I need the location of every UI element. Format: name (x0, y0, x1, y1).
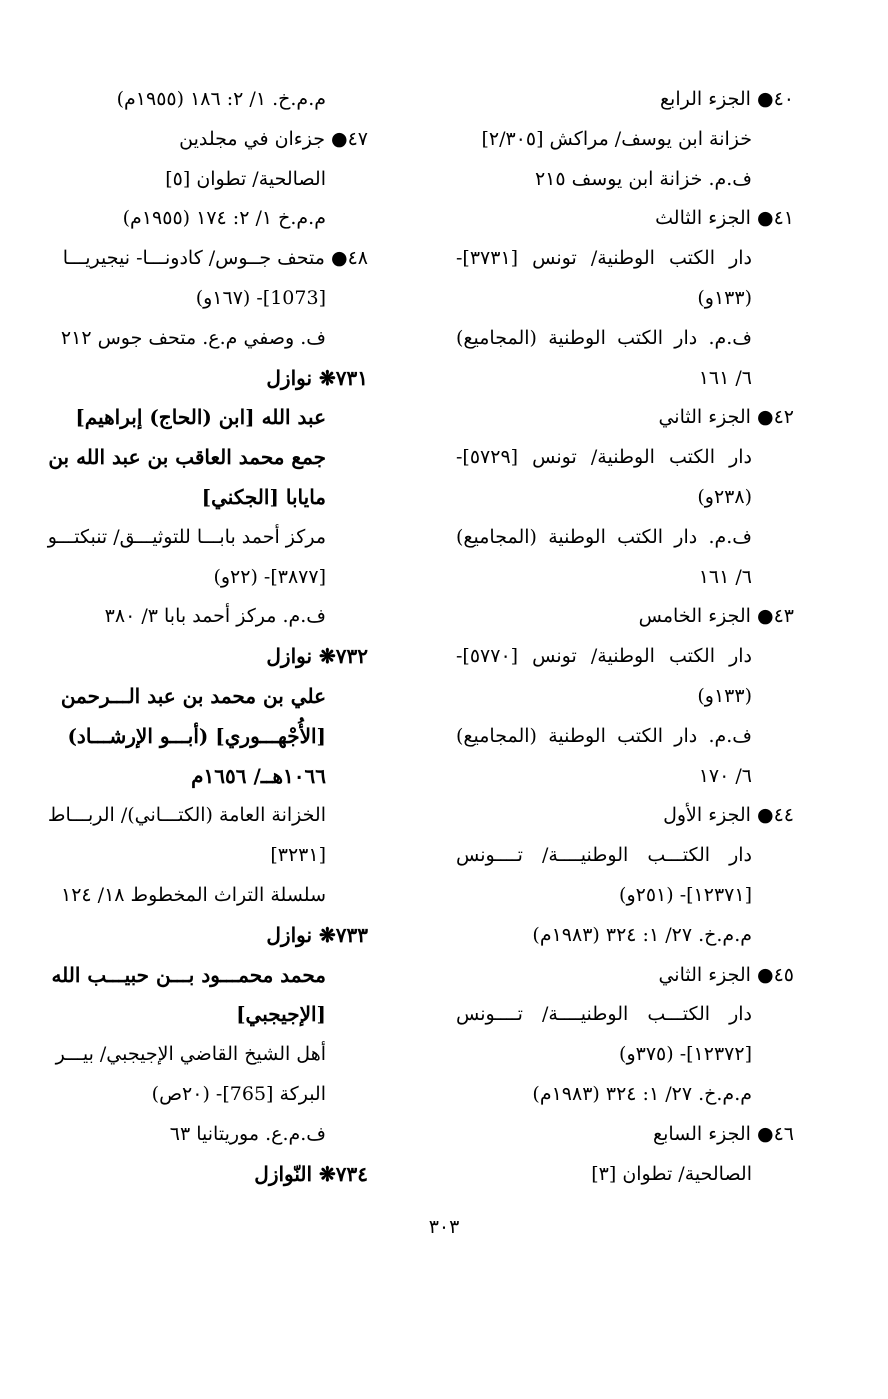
entry-line: جمع محمد العاقب بن عبد الله بن (48, 445, 326, 470)
entry-line: ٦/ ١٦١ (698, 366, 752, 389)
entry-line: ف.م. مركز أحمد بابا ٣/ ٣٨٠ (104, 605, 326, 628)
entry-line: ف.م. دار الكتب الوطنية (المجاميع) (456, 525, 752, 548)
entry-heading: ٤٤● الجزء الأول (663, 804, 794, 827)
entry-line: (١٣٣و) (697, 684, 752, 707)
entry-line: [٣٢٣١] (270, 844, 326, 867)
right-column (456, 80, 794, 1194)
entry-line: ٦/ ١٧٠ (698, 764, 752, 787)
entry-line: دار الكتب الوطنية/ تونس [٣٧٣١]- (456, 247, 752, 270)
entry-line: (١٣٣و) (697, 286, 752, 309)
entry-heading: ٤٢● الجزء الثاني (658, 406, 794, 429)
entry-heading: ٤٠● الجزء الرابع (659, 88, 794, 110)
entry-line: البركة [765]- (٢٠ص) (151, 1082, 326, 1105)
entry-line: أهل الشيخ القاضي الإجيجبي/ بيـــر (55, 1043, 326, 1066)
entry-line: ١٠٦٦هــ/ ١٦٥٦م (191, 763, 326, 788)
entry-line: دار الكتـــب الوطنيــــة/ تــــونس (456, 1003, 752, 1026)
entry-line: الخزانة العامة (الكتـــاني)/ الربـــاط (47, 804, 326, 827)
entry-line: علي بن محمد بن عبد الـــرحمن (60, 683, 326, 708)
entry-heading: ٤٣● الجزء الخامس (638, 605, 794, 628)
entry-line: خزانة ابن يوسف/ مراكش [٢/٣٠٥] (481, 127, 752, 150)
left-column (47, 80, 368, 1194)
entry-heading: ٤٨● متحف جــوس/ كادونـــا- نيجيريـــا (62, 247, 368, 270)
entry-line: ٦/ ١٦١ (698, 565, 752, 588)
entry-line: عبد الله [ابن (الحاج) إبراهيم] (75, 405, 326, 430)
entry-line: دار الكتب الوطنية/ تونس [٥٧٧٠]- (456, 645, 752, 668)
entry-heading: ٧٣٢❋ نوازل (266, 644, 368, 669)
entry-heading: ٤١● الجزء الثالث (655, 207, 794, 230)
entry-line: ف. وصفي م.ع. متحف جوس ٢١٢ (60, 326, 326, 349)
entry-line: الصالحية/ تطوان [٣] (591, 1162, 752, 1185)
entry-line: سلسلة التراث المخطوط ١٨/ ١٢٤ (61, 883, 326, 906)
entry-line: مركز أحمد بابـــا للتوثيـــق/ تنبكتـــو (47, 525, 326, 548)
entry-line: [الأُجْهـــوري] (أبـــو الإرشـــاد) (67, 723, 326, 748)
entry-line: (٢٣٨و) (697, 485, 752, 508)
entry-line: ف.م.ع. موريتانيا ٦٣ (169, 1122, 326, 1145)
entry-line: م.م.خ ١/ ٢: ١٧٤ (١٩٥٥م) (122, 207, 326, 230)
entry-line: م.م.خ. ١/ ٢: ١٨٦ (١٩٥٥م) (116, 88, 326, 110)
entry-line: محمد محمـــود بـــن حبيـــب الله (51, 962, 326, 987)
entry-line: م.م.خ. ٢٧/ ١: ٣٢٤ (١٩٨٣م) (532, 923, 752, 946)
entry-line: [1073]- (١٦٧و) (195, 286, 326, 309)
entry-line: [٣٨٧٧]- (٢٢و) (213, 565, 326, 588)
entry-line: دار الكتـــب الوطنيــــة/ تــــونس (456, 844, 752, 867)
page-number: ٣٠٣ (428, 1216, 460, 1238)
entry-line: ف.م. دار الكتب الوطنية (المجاميع) (456, 326, 752, 349)
entry-heading: ٧٣٣❋ نوازل (266, 922, 368, 947)
entry-heading: ٧٣١❋ نوازل (266, 365, 368, 390)
entry-heading: ٧٣٤❋ النّوازل (254, 1161, 368, 1186)
entry-heading: ٤٧● جزءان في مجلدين (179, 127, 368, 150)
entry-line: دار الكتب الوطنية/ تونس [٥٧٢٩]- (456, 446, 752, 469)
entry-heading: ٤٦● الجزء السابع (652, 1122, 794, 1145)
entry-line: [١٢٣٧٢]- (٣٧٥و) (619, 1043, 752, 1066)
entry-line: مايابا [الجكني] (201, 484, 326, 509)
entry-line: ف.م. دار الكتب الوطنية (المجاميع) (456, 724, 752, 747)
entry-line: ف.م. خزانة ابن يوسف ٢١٥ (534, 167, 752, 190)
entry-heading: ٤٥● الجزء الثاني (658, 963, 794, 986)
entry-line: [الإجيجبي] (236, 1002, 326, 1027)
entry-line: الصالحية/ تطوان [٥] (165, 167, 326, 190)
entry-line: م.م.خ. ٢٧/ ١: ٣٢٤ (١٩٨٣م) (532, 1082, 752, 1105)
entry-line: [١٢٣٧١]- (٢٥١و) (619, 883, 752, 906)
